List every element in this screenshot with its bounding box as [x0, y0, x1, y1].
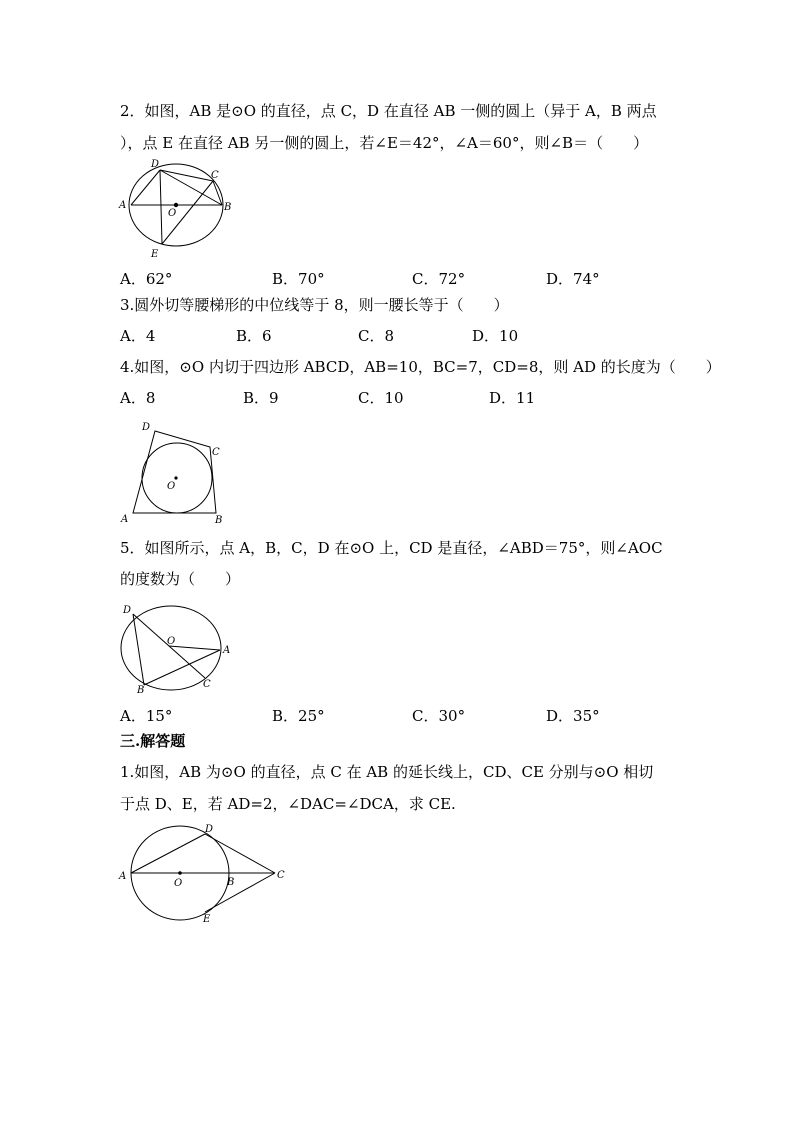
- q2-option-d: D．74°: [546, 270, 600, 288]
- s1-label-D: D: [205, 824, 214, 835]
- s1-figure: [115, 818, 295, 928]
- q4-option-b: B．9: [243, 389, 279, 407]
- q4-label-A: A: [121, 514, 129, 525]
- q5-label-B: B: [137, 685, 145, 696]
- q2-option-a: A．62°: [120, 270, 173, 288]
- q4-figure: [115, 415, 235, 530]
- q4-option-a: A．8: [120, 389, 156, 407]
- s1-label-C: C: [277, 870, 285, 881]
- q2-option-b: B．70°: [272, 270, 325, 288]
- q2-figure: [110, 150, 240, 265]
- q5-label-O: O: [167, 636, 176, 647]
- q5-option-c: C．30°: [412, 707, 466, 725]
- q2-label-B: B: [224, 202, 232, 213]
- s1-label-A: A: [119, 871, 127, 882]
- s1-center-dot: [178, 871, 182, 875]
- q4-label-O: O: [167, 481, 176, 492]
- q3-option-b: B．6: [236, 327, 272, 345]
- q2-segment-DC: [160, 170, 213, 181]
- q5-option-a: A．15°: [120, 707, 173, 725]
- q2-center-dot: [174, 203, 178, 207]
- q2-text-line2: ），点 E 在直径 AB 另一侧的圆上，若∠E＝42°，∠A＝60°，则∠B＝（ ）: [120, 134, 649, 152]
- q2-text-line1: 2．如图，AB 是⊙O 的直径，点 C，D 在直径 AB 一侧的圆上（异于 A，B 两点: [120, 102, 657, 120]
- q2-segment-AD: [131, 170, 160, 205]
- q4-label-C: C: [212, 447, 220, 458]
- s1-label-B: B: [227, 877, 235, 888]
- q4-label-D: D: [142, 422, 151, 433]
- q2-segment-DE: [160, 170, 162, 244]
- q3-option-d: D．10: [472, 327, 519, 345]
- q2-label-C: C: [211, 170, 219, 181]
- q5-option-b: B．25°: [272, 707, 325, 725]
- q2-option-c: C．72°: [412, 270, 466, 288]
- q4-text: 4.如图，⊙O 内切于四边形 ABCD，AB=10，BC=7，CD=8，则 AD 的长度为（ ）: [120, 358, 721, 376]
- q2-label-O: O: [168, 208, 177, 219]
- q2-label-E: E: [151, 249, 159, 260]
- q5-segment-OA: [169, 646, 220, 650]
- s1-segment-EC: [205, 873, 275, 912]
- s1-segment-AD: [131, 834, 205, 873]
- q3-option-a: A．4: [120, 327, 156, 345]
- q5-text-line1: 5．如图所示，点 A，B，C，D 在⊙O 上，CD 是直径，∠ABD＝75°，则∠AOC: [120, 539, 663, 557]
- section-title-answers: 三.解答题: [120, 732, 186, 750]
- s1-label-O: O: [174, 878, 183, 889]
- q3-text: 3.圆外切等腰梯形的中位线等于 8，则一腰长等于（ ）: [120, 296, 509, 314]
- q5-option-d: D．35°: [546, 707, 600, 725]
- q5-segment-DB: [133, 614, 144, 685]
- q5-label-C: C: [203, 679, 211, 690]
- s1-text-line2: 于点 D、E，若 AD=2，∠DAC=∠DCA，求 CE.: [120, 795, 456, 813]
- q5-label-A: A: [223, 645, 231, 656]
- q4-option-c: C．10: [358, 389, 404, 407]
- q4-center-dot: [174, 476, 177, 479]
- s1-text-line1: 1.如图，AB 为⊙O 的直径，点 C 在 AB 的延长线上，CD、CE 分别与⊙O 相切: [120, 763, 654, 781]
- s1-segment-DC: [205, 834, 275, 873]
- s1-label-E: E: [203, 914, 211, 925]
- q5-figure: [115, 598, 240, 698]
- q5-label-D: D: [123, 605, 132, 616]
- q3-option-c: C．8: [358, 327, 395, 345]
- q2-label-D: D: [151, 159, 160, 170]
- q4-label-B: B: [215, 515, 223, 526]
- q5-text-line2: 的度数为（ ）: [120, 570, 241, 588]
- q4-option-d: D．11: [489, 389, 536, 407]
- q2-label-A: A: [119, 200, 127, 211]
